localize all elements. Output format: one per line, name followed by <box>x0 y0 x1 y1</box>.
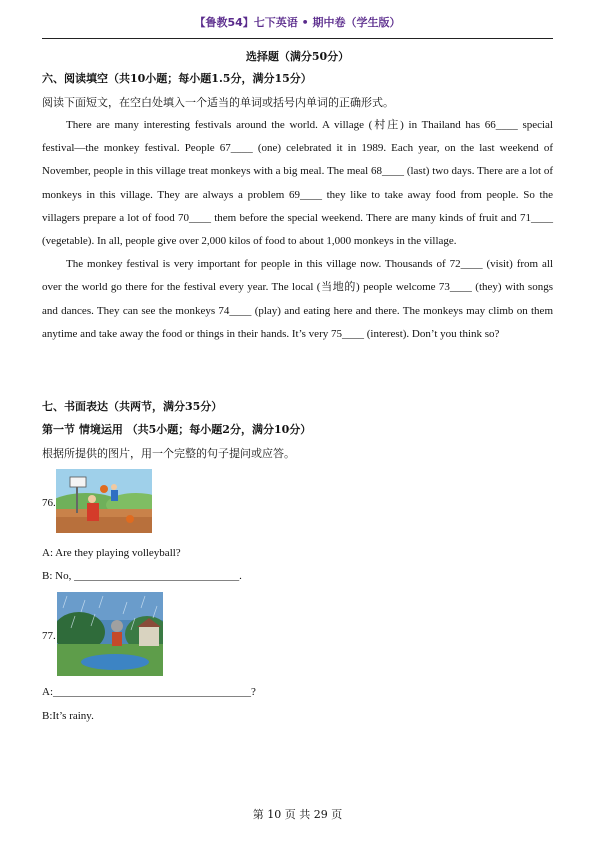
basketball-picture <box>56 469 152 533</box>
header-rule <box>42 38 553 39</box>
question-77-b: B:It’s rainy. <box>42 710 94 722</box>
question-77-number: 77. <box>42 630 56 642</box>
part6-instruction: 阅读下面短文，在空白处填入一个适当的单词或括号内单词的正确形式。 <box>42 96 394 109</box>
passage-paragraph-2: The monkey festival is very important for people in this village now. Thousands of 72____ (visit) from all over the world go there for the festival every year. The local (当地的) people welcome 73____ (they) with songs and dances. They can see the monkeys 74____ (play) and eating here and there. The monkeys may climb on them anytime and take away the food or things in their hands. It’s very 75____ (interest). Don’t you think so? <box>42 258 553 340</box>
page-header: 【鲁教54】七下英语 • 期中卷（学生版） <box>194 16 401 29</box>
question-76-b: B: No, ______________________________. <box>42 570 242 582</box>
rainy-day-picture <box>57 592 163 676</box>
section-title: 选择题（满分50分） <box>245 50 350 63</box>
part6-heading: 六、阅读填空（共10小题；每小题1.5分，满分15分） <box>42 72 312 85</box>
question-76-a: A: Are they playing volleyball? <box>42 547 181 559</box>
question-76-number: 76. <box>42 497 56 509</box>
part7-instruction: 根据所提供的图片，用一个完整的句子提问或应答。 <box>42 447 295 460</box>
passage-paragraph-1: There are many interesting festivals around the world. A village (村庄) in Thailand has 66____ special festival—the monkey festival. People 67____ (one) celebrated it in 1989. Each year, on the last weekend of November, people in this village treat monkeys with a big meal. The meal 68____ (last) two days. There are a lot of monkeys in this village. They are always a problem 69____ they like to take away food from people. So the villagers prepare a lot of food 70____ them before the special weekend. There are many kinds of fruit and 71____ (vegetable). In all, people give over 2,000 kilos of food to about 1,000 monkeys in the village. <box>42 119 553 248</box>
question-77-a: A:____________________________________? <box>42 686 256 698</box>
reading-passage <box>42 114 553 346</box>
part7-subheading: 第一节 情境运用 （共5小题；每小题2分，满分10分） <box>42 423 312 436</box>
page-footer: 第 10 页 共 29 页 <box>252 808 343 821</box>
part7-heading: 七、书面表达（共两节，满分35分） <box>42 400 223 413</box>
